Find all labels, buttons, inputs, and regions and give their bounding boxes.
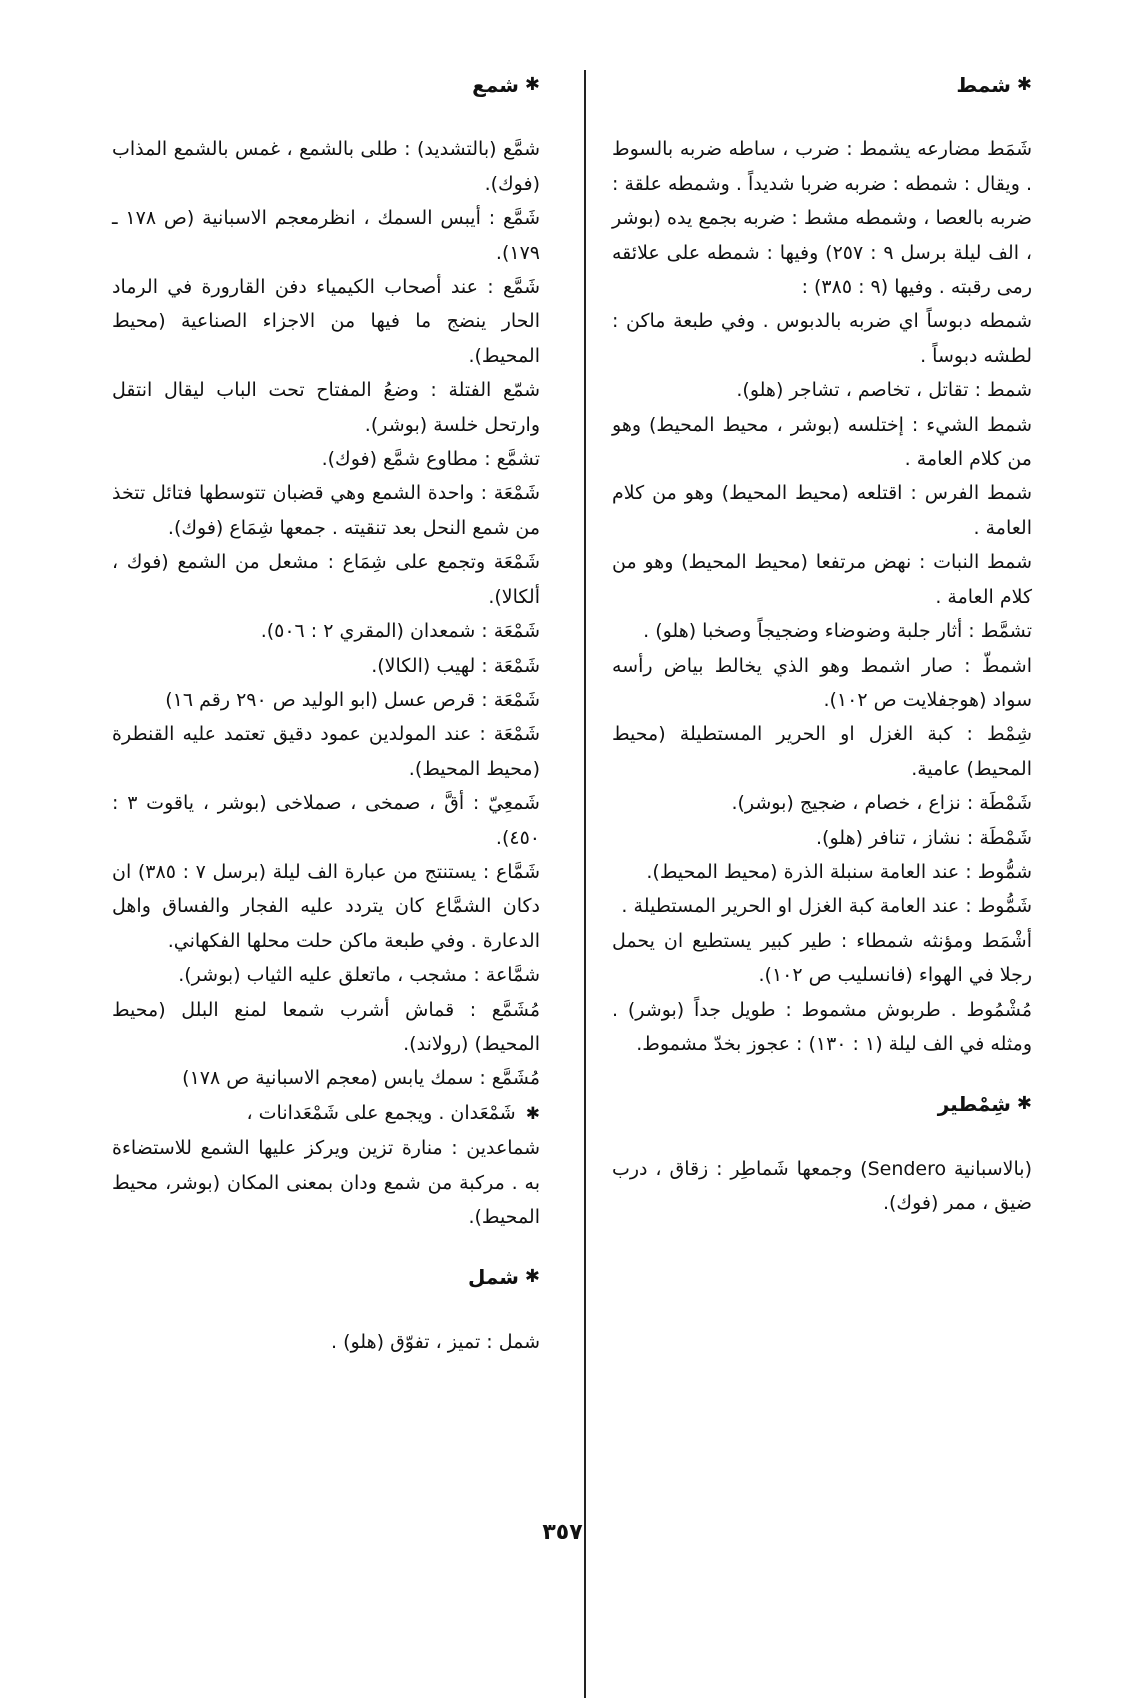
left-column-heading	[112, 68, 540, 102]
heading-text: شِمْطير	[937, 1092, 1011, 1117]
dictionary-entry: شَمَّاع : يستنتج من عبارة الف ليلة (برسل ٧ : ٣٨٥) ان دكان الشمَّاع كان يتردد عليه الفجار والفساق واهل الدعارة . وفي طبعة ماكن حلت محلها الفكهاني.	[112, 860, 541, 952]
right-column-heading-2	[612, 1087, 1032, 1121]
right-column	[612, 68, 1032, 1221]
dictionary-entry: اشمطّ : صار اشمط وهو الذي يخالط بياض رأسه سواد (هوجفلايت ص ١٠٢).	[612, 654, 1032, 711]
dictionary-entry: شَمْطَة : نزاع ، خصام ، ضجيج (بوشر).	[731, 792, 1032, 815]
dictionary-entry: شَمْعَة : لهيب (الكالا).	[371, 654, 540, 677]
heading-text: شمل	[467, 1265, 519, 1290]
asterisk-icon: ✱	[1016, 1093, 1032, 1115]
dictionary-entry: شَمْعَة : شمعدان (المقري ٢ : ٥٠٦).	[260, 620, 540, 643]
dictionary-entry: شَمَّع : أيبس السمك ، انظرمعجم الاسبانية (ص ١٧٨ ـ ١٧٩).	[112, 207, 540, 264]
dictionary-entry: شِمْط : كبة الغزل او الحرير المستطيلة (محيط المحيط) عامية.	[612, 723, 1032, 780]
dictionary-entry: شماعدين : منارة تزين ويركز عليها الشمع للاستضاءة به . مركبة من شمع ودان بمعنى المكان (بوشر، محيط المحيط).	[112, 1137, 540, 1228]
dictionary-entry: شمُّوط : عند العامة سنبلة الذرة (محيط المحيط).	[646, 860, 1032, 883]
dictionary-entry: (بالاسبانية Sendero) وجمعها شَماطِر : زقاق ، درب ضيق ، ممر (فوك).	[612, 1157, 1032, 1215]
dictionary-entry: تشمَّع : مطاوع شمَّع (فوك).	[321, 448, 540, 471]
right-entries	[612, 132, 1032, 1061]
left-column	[112, 68, 540, 1359]
dictionary-entry: شمَّاعة : مشجب ، ماتعلق عليه الثياب (بوشر).	[178, 964, 540, 987]
dictionary-entry: شمط الفرس : اقتلعه (محيط المحيط) وهو من كلام العامة .	[612, 482, 1032, 539]
dictionary-entry: شمط : تقاتل ، تخاصم ، تشاجر (هلو).	[736, 379, 1032, 402]
dictionary-entry: شَمْعَة : عند المولدين عمود دقيق تعتمد عليه القنطرة (محيط المحيط).	[112, 723, 540, 780]
dictionary-entry: مُشَمَّع : سمك يابس (معجم الاسبانية ص ١٧٨)	[182, 1067, 540, 1090]
asterisk-icon: ✱	[524, 1266, 540, 1288]
star-entry-text: شَمْعَدان . ويجمع على شَمْعَدانات ،	[246, 1101, 516, 1124]
dictionary-entry: شَمعِيّ : أقَّ ، صمخى ، صملاخى (بوشر ، ياقوت ٣ : ٤٥٠).	[112, 792, 540, 849]
dictionary-entry: شمط النبات : نهض مرتفعا (محيط المحيط) وهو من كلام العامة .	[612, 551, 1032, 608]
dictionary-entry: شَمْعَة : واحدة الشمع وهي قضبان تتوسطها فتائل تتخذ من شمع النحل بعد تنقيته . جمعها شِمَاع (فوك).	[112, 482, 540, 539]
page-number: ٣٥٧	[542, 1520, 583, 1545]
dictionary-entry: شمّع الفتلة : وضعُ المفتاح تحت الباب ليقال انتقل وارتحل خلسة (بوشر).	[112, 379, 540, 436]
dictionary-entry: شَمْعَة وتجمع على شِمَاع : مشعل من الشمع (فوك ، ألكالا).	[112, 551, 540, 608]
left-column-heading-2	[112, 1260, 540, 1294]
dictionary-entry: تشمَّط : أثار جلبة وضوضاء وضجيجاً وصخبا (هلو) .	[643, 620, 1032, 643]
dictionary-entry: شَمْطَة : نشاز ، تنافر (هلو).	[816, 826, 1032, 849]
dictionary-entry: أشْمَط ومؤنثه شمطاء : طير كبير يستطيع ان يحمل رجلا في الهواء (فانسليب ص ١٠٢).	[612, 929, 1032, 987]
heading-text: شمع	[472, 73, 519, 97]
dictionary-entry: شَمْعَة : قرص عسل (ابو الوليد ص ٢٩٠ رقم ١٦)	[165, 688, 540, 711]
dictionary-entry: شمطه دبوساً اي ضربه بالدبوس . وفي طبعة ماكن : لطشه دبوساً .	[612, 310, 1032, 367]
dictionary-entry: شَمُّوط : عند العامة كبة الغزل او الحرير المستطيلة .	[621, 895, 1032, 918]
asterisk-icon: ✱	[525, 1103, 540, 1124]
dictionary-entry: شَمَّع : عند أصحاب الكيمياء دفن القارورة في الرماد الحار ينضج ما فيها من الاجزاء الصناعية (محيط المحيط).	[112, 276, 540, 367]
column-divider	[584, 70, 586, 1698]
right-entries-2	[612, 1152, 1032, 1221]
dictionary-entry: شمط الشيء : إختلسه (بوشر ، محيط المحيط) وهو من كلام العامة .	[612, 413, 1032, 471]
asterisk-icon: ✱	[524, 74, 540, 95]
right-column-heading	[612, 68, 1032, 102]
dictionary-entry: مُشْمُوط . طربوش مشموط : طويل جداً (بوشر) . ومثله في الف ليلة (١ : ١٣٠) : عجوز بخدّ مشموط.	[612, 998, 1032, 1055]
dictionary-entry: شمَّع (بالتشديد) : طلى بالشمع ، غمس بالشمع المذاب (فوك).	[112, 138, 540, 195]
dictionary-entry: شَمَط مضارعه يشمط : ضرب ، ساطه ضربه بالسوط . ويقال : شمطه : ضربه ضربا شديداً . وشمطه علقة : ضربه بالعصا ، وشمطه مشط : ضربه بجمع يده (بوشر ، الف ليلة برسل ٩ : ٢٥٧) وفيها : شمطه على علائقه رمى رقبته . وفيها (٩ : ٣٨٥) :	[612, 138, 1032, 299]
asterisk-icon: ✱	[1016, 74, 1032, 95]
star-entry	[112, 1096, 540, 1131]
left-entries-after	[112, 1131, 540, 1234]
left-entries-2	[112, 1325, 540, 1359]
dictionary-entry: مُشَمَّع : قماش أشرب شمعا لمنع البلل (محيط المحيط) (رولاند).	[112, 998, 540, 1055]
dictionary-entry: شمل : تميز ، تفوّق (هلو) .	[331, 1330, 540, 1353]
left-entries	[112, 132, 540, 1095]
heading-text: شمط	[956, 73, 1011, 97]
